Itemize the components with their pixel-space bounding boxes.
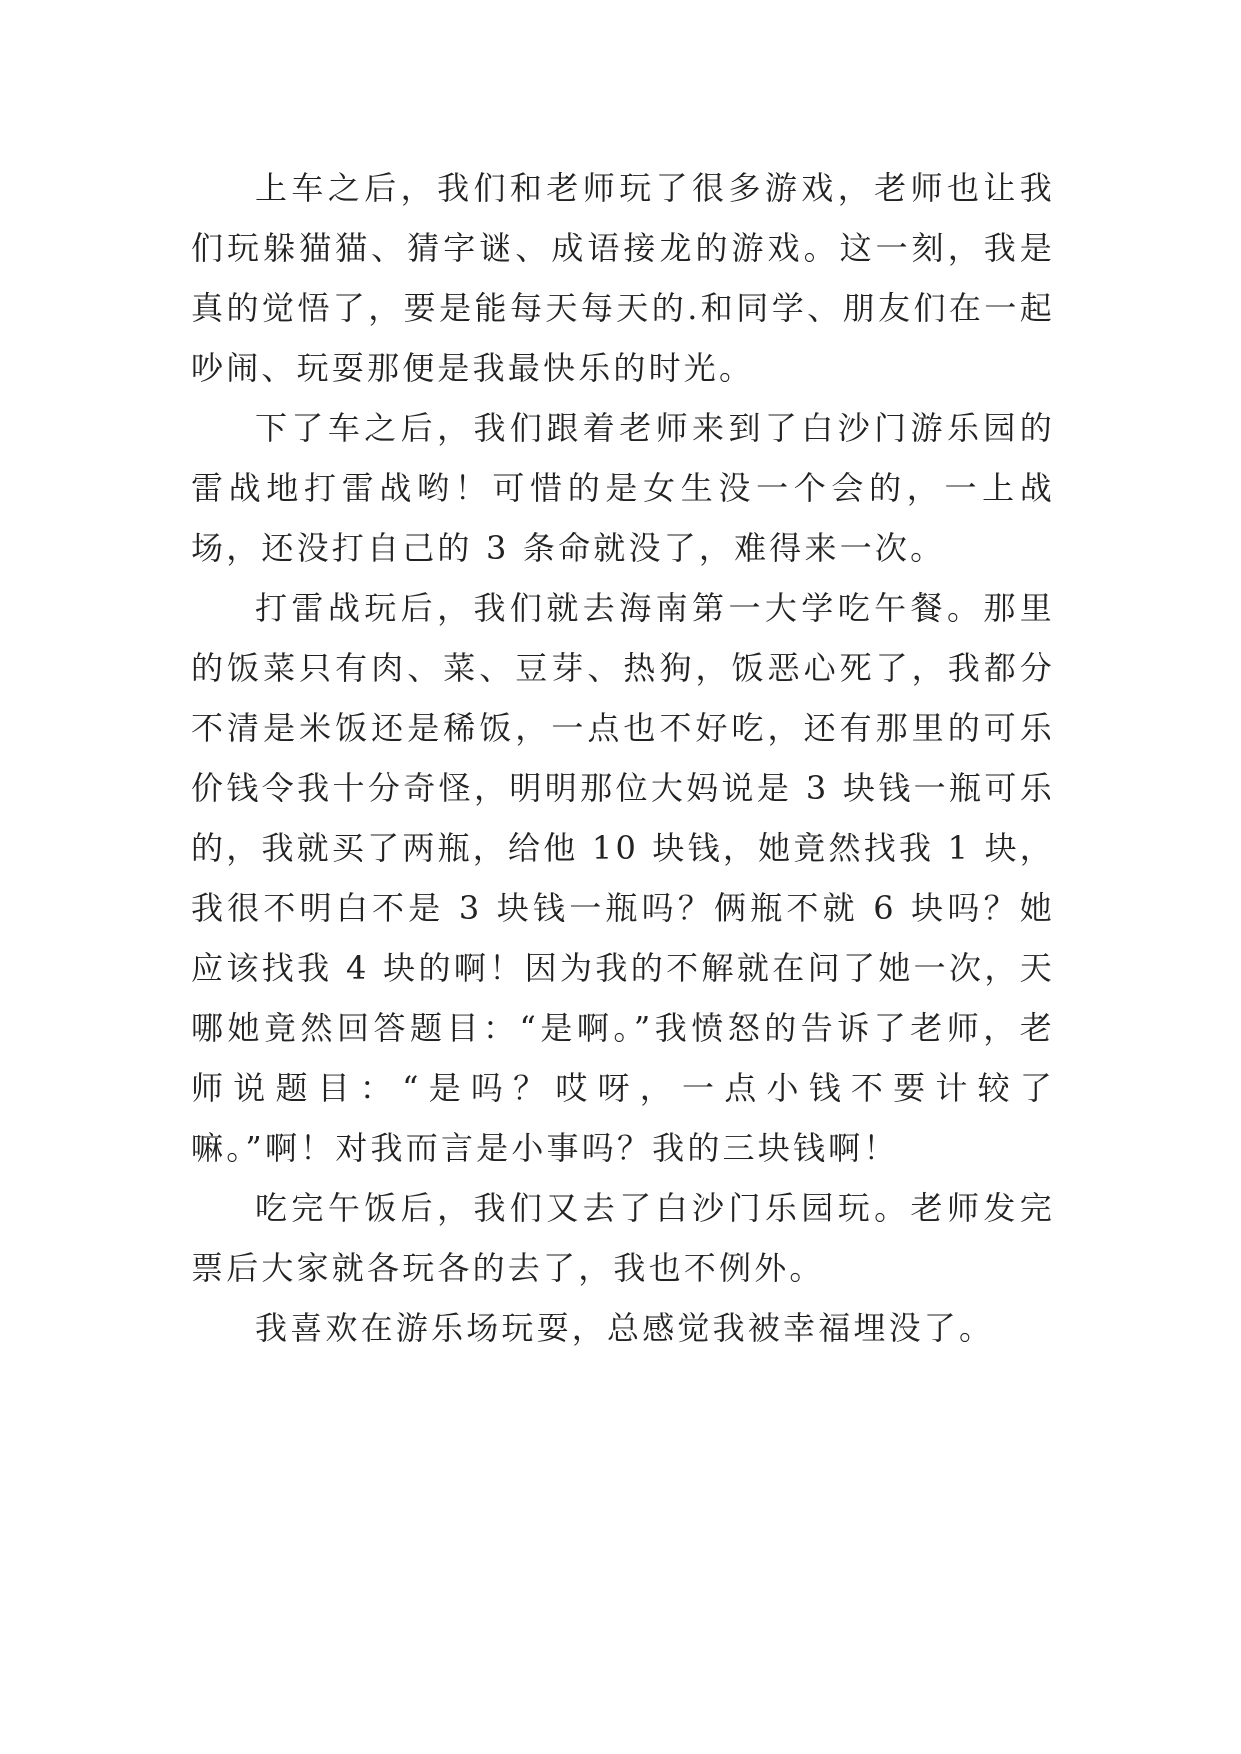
paragraph: 打雷战玩后，我们就去海南第一大学吃午餐。那里的饭菜只有肉、菜、豆芽、热狗，饭恶心死了，我都分不清是米饭还是稀饭，一点也不好吃，还有那里的可乐价钱令我十分奇怪，明明那位大妈说是 3 块钱一瓶可乐的，我就买了两瓶，给他 10 块钱，她竟然找我 1 块，我很不明白不是 3 块钱一瓶吗？俩瓶不就 6 块吗？她应该找我 4 块的啊！因为我的不解就在问了她一次，天哪她竟然回答题目：“是啊。”我愤怒的告诉了老师，老师说题目：“是吗？哎呀，一点小钱不要计较了嘛。”啊！对我而言是小事吗？我的三块钱啊！ <box>191 589 1055 1167</box>
paragraph: 上车之后，我们和老师玩了很多游戏，老师也让我们玩躲猫猫、猜字谜、成语接龙的游戏。这一刻，我是真的觉悟了，要是能每天每天的.和同学、朋友们在一起吵闹、玩耍那便是我最快乐的时光。 <box>191 169 1055 387</box>
paragraph: 我喜欢在游乐场玩耍，总感觉我被幸福埋没了。 <box>255 1309 995 1347</box>
body-text <box>191 158 1055 1358</box>
paragraph: 吃完午饭后，我们又去了白沙门乐园玩。老师发完票后大家就各玩各的去了，我也不例外。 <box>191 1189 1055 1287</box>
paragraph: 下了车之后，我们跟着老师来到了白沙门游乐园的雷战地打雷战哟！可惜的是女生没一个会的，一上战场，还没打自己的 3 条命就没了，难得来一次。 <box>191 409 1055 567</box>
